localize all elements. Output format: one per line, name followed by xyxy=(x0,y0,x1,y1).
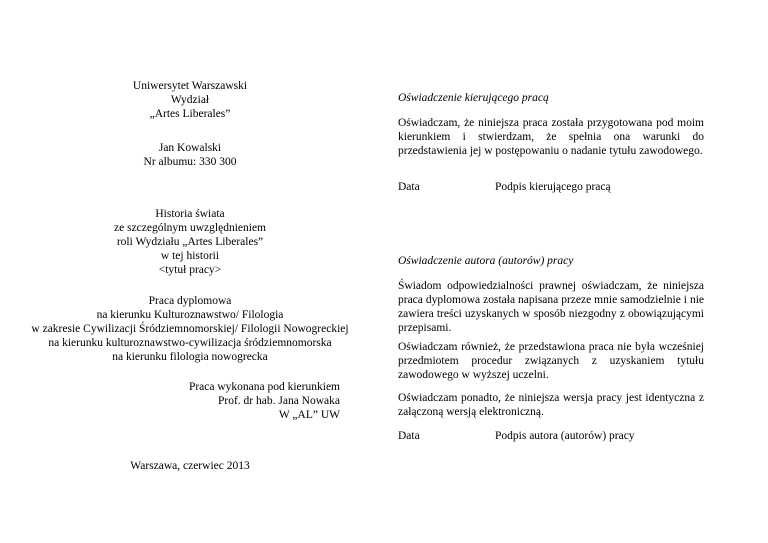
thesis-line: w zakresie Cywilizacji Śródziemnomorskiej/ Filologii Nowogreckiej xyxy=(31,323,349,335)
thesis-line: na kierunku kulturoznawstwo-cywilizacja śródziemnomorska xyxy=(48,337,332,349)
thesis-type xyxy=(20,294,360,364)
supervisor-line: Prof. dr hab. Jana Nowaka xyxy=(218,395,340,407)
thesis-line: Praca dyplomowa xyxy=(148,295,232,307)
thesis-title xyxy=(40,207,340,277)
date-label: Data xyxy=(398,430,420,442)
university-name: Uniwersytet Warszawski xyxy=(132,80,248,92)
supervisor-heading: Oświadczenie kierującego pracą xyxy=(398,92,549,104)
supervisor-statement xyxy=(398,116,704,158)
date-label: Data xyxy=(398,181,420,193)
author-statement-2 xyxy=(398,340,704,382)
author-statement-3 xyxy=(398,391,704,419)
thesis-line: na kierunku Kulturoznawstwo/ Filologia xyxy=(96,309,284,321)
author-statement-text: Oświadczam również, że przedstawiona praca nie była wcześniej przedmiotem procedur związanych z uzyskaniem tytułu zawodowego w wyższej uczelni. xyxy=(398,341,704,381)
thesis-line: na kierunku filologia nowogrecka xyxy=(112,351,268,363)
author-block xyxy=(40,141,340,169)
title-line: Historia świata xyxy=(155,208,225,220)
author-statement-heading xyxy=(398,254,704,268)
author-statement-1 xyxy=(398,279,704,335)
author-heading: Oświadczenie autora (autorów) pracy xyxy=(398,255,574,267)
faculty-label: Wydział xyxy=(170,94,210,106)
supervisor-statement-text: Oświadczam, że niniejsza praca została przygotowana pod moim kierunkiem i stwierdzam, że spełnia ona warunki do przedstawienia jej w postępowaniu o nadanie tytułu zawodowego. xyxy=(398,117,704,157)
title-line: <tytuł pracy> xyxy=(158,264,222,276)
signature-label: Podpis autora (autorów) pracy xyxy=(495,430,635,442)
title-line: w tej historii xyxy=(160,250,220,262)
title-line: roli Wydziału „Artes Liberales” xyxy=(116,236,264,248)
supervisor-statement-heading xyxy=(398,91,704,105)
supervisor-line: W „AL” UW xyxy=(278,409,340,421)
author-statement-text: Świadom odpowiedzialności prawnej oświadczam, że niniejsza praca dyplomowa została napisana przeze mnie samodzielnie i nie zawiera treści uzyskanych w sposób niezgodny z obowiązującymi przepisami. xyxy=(398,280,704,334)
author-statement-text: Oświadczam ponadto, że niniejsza wersja pracy jest identyczna z załączoną wersją elektroniczną. xyxy=(398,392,704,418)
signature-label: Podpis kierującego pracą xyxy=(495,181,611,193)
album-number: Nr albumu: 330 300 xyxy=(143,156,237,168)
place-date xyxy=(40,459,340,473)
faculty-name: „Artes Liberales” xyxy=(149,108,231,120)
place-date-text: Warszawa, czerwiec 2013 xyxy=(130,460,250,472)
title-line: ze szczególnym uwzględnieniem xyxy=(114,222,266,234)
supervisor-block xyxy=(80,380,340,422)
university-header xyxy=(40,79,340,121)
supervisor-line: Praca wykonana pod kierunkiem xyxy=(188,381,340,393)
author-name: Jan Kowalski xyxy=(158,142,222,154)
